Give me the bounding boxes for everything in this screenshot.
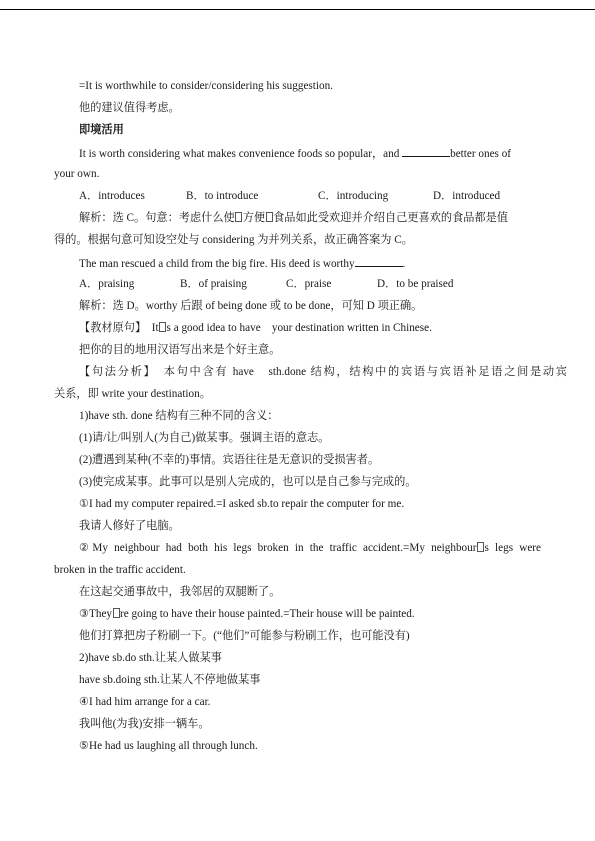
text-span: s legs were xyxy=(484,542,541,554)
text-line: 我叫他(为我)安排一辆车。 xyxy=(79,718,210,730)
text-line: 得的。根据句意可知设空处与 considering 为并列关系，故正确答案为 C。 xyxy=(54,234,413,246)
text-line: (1)请/让/叫别人(为自己)做某事。强调主语的意志。 xyxy=(79,432,330,444)
option-a: A．introduces xyxy=(79,190,145,202)
option-b: B．to introduce xyxy=(186,190,259,202)
example-4: ④I had him arrange for a car. xyxy=(79,696,211,708)
question-1-text-cont: better ones of xyxy=(450,148,512,160)
placeholder-glyph xyxy=(159,322,166,332)
text-line: (2)遭遇到某种(不幸的)事情。宾语往往是无意识的受损害者。 xyxy=(79,454,380,466)
placeholder-glyph xyxy=(266,212,273,222)
explanation-1 xyxy=(79,211,508,225)
option-a: A．praising xyxy=(79,278,135,290)
answer-blank xyxy=(355,255,403,267)
text-span: 方便 xyxy=(242,212,266,224)
text-line: 【句法分析】 本句中含有 have sth.done 结构，结构中的宾语与宾语补足语之间是动宾 xyxy=(79,366,567,378)
text-span: . xyxy=(402,258,406,270)
example-3 xyxy=(79,607,415,621)
placeholder-glyph xyxy=(113,608,120,618)
answer-blank xyxy=(402,145,450,157)
option-b: B．of praising xyxy=(180,278,247,290)
text-span: ②My neighbour had both his legs broken in the traffic accident.=My neighbour xyxy=(79,542,477,554)
placeholder-glyph xyxy=(235,212,242,222)
text-span: ③They xyxy=(79,608,113,620)
question-2-text: The man rescued a child from the big fire. His deed is worthy xyxy=(79,258,355,270)
question-1-text: It is worth considering what makes convenience foods so popular，and xyxy=(79,148,403,160)
option-d: D．to be praised xyxy=(377,278,454,290)
text-line: (3)使完成某事。此事可以是别人完成的，也可以是自己参与完成的。 xyxy=(79,476,417,488)
text-line: 在这起交通事故中，我邻居的双腿断了。 xyxy=(79,586,281,598)
text-line: =It is worthwhile to consider/considering his suggestion. xyxy=(79,80,333,92)
example-5: ⑤He had us laughing all through lunch. xyxy=(79,740,258,752)
text-span: s a good idea to have your destination written in Chinese. xyxy=(166,322,432,334)
question-1 xyxy=(79,145,511,161)
section-heading: 即境活用 xyxy=(79,124,124,136)
text-span: 【教材原句】 It xyxy=(79,322,159,334)
text-line: 我请人修好了电脑。 xyxy=(79,520,180,532)
question-2 xyxy=(79,255,405,271)
example-1: ①I had my computer repaired.=I asked sb.to repair the computer for me. xyxy=(79,498,405,510)
textbook-sentence xyxy=(79,321,432,335)
text-line: 解析：选 D。worthy 后跟 of being done 或 to be done，可知 D 项正确。 xyxy=(79,300,423,312)
text-line: 他的建议值得考虑。 xyxy=(79,102,180,114)
option-c: C．praise xyxy=(286,278,332,290)
option-c: C．introducing xyxy=(318,190,389,202)
text-span: 解析：选 C。句意：考虑什么使 xyxy=(79,212,235,224)
text-line: 把你的目的地用汉语写出来是个好主意。 xyxy=(79,344,281,356)
text-line: broken in the traffic accident. xyxy=(54,564,186,576)
example-2 xyxy=(79,541,541,555)
text-span: 食品如此受欢迎并介绍自己更喜欢的食品都是值 xyxy=(273,212,509,224)
text-line: 关系，即 write your destination。 xyxy=(54,388,211,400)
option-d: D．introduced xyxy=(433,190,501,202)
text-line: 2)have sb.do sth.让某人做某事 xyxy=(79,652,222,664)
text-span: re going to have their house painted.=Their house will be painted. xyxy=(120,608,415,620)
placeholder-glyph xyxy=(477,542,484,552)
text-line: 1)have sth. done 结构有三种不同的含义： xyxy=(79,410,279,422)
top-rule xyxy=(0,9,595,10)
text-line: your own. xyxy=(54,168,100,180)
text-line: have sb.doing sth.让某人不停地做某事 xyxy=(79,674,261,686)
text-line: 他们打算把房子粉刷一下。(“他们”可能参与粉刷工作，也可能没有) xyxy=(79,630,410,642)
